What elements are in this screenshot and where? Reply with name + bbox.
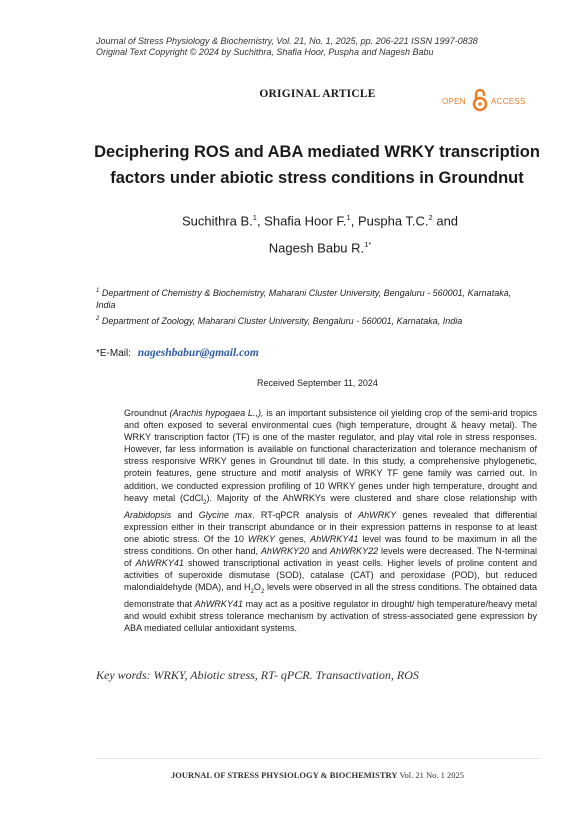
author-affiliation-mark: 1*	[364, 240, 372, 250]
footer-issue: Vol. 21 No. 1 2025	[397, 770, 464, 780]
affiliation-2	[96, 314, 516, 328]
abstract-text: O	[253, 582, 261, 593]
author-list: Suchithra B.$^1$, Shafia Hoor F.$^1$, Puspha T.C.$^2$ and Nagesh Babu R.$^{1*}$	[181, 213, 459, 256]
abstract-text: and	[309, 545, 330, 556]
author-name: Shafia Hoor F.	[264, 213, 347, 229]
gene-name: AhWRKY22	[329, 545, 379, 556]
abstract-paragraph	[124, 407, 537, 634]
abstract-text: levels were observed in all the stress conditions. The obtained data demonstrate that	[124, 582, 537, 609]
author-affiliation-mark: 2	[428, 213, 433, 222]
author-affiliation-mark: 1	[252, 213, 257, 222]
journal-citation-line: Journal of Stress Physiology & Biochemistry, Vol. 21, No. 1, 2025, pp. 206-221 ISSN 1997-0838	[96, 36, 478, 46]
received-date: Received September 11, 2024	[257, 378, 378, 388]
abstract-text: Groundnut	[124, 408, 170, 418]
author-name: Puspha T.C.	[357, 213, 429, 229]
open-access-right-text: ACCESS	[491, 97, 526, 106]
corresponding-email	[96, 347, 259, 359]
affiliation-mark: 2	[96, 316, 100, 322]
open-access-lock-icon	[472, 88, 488, 112]
abstract-text: is an important subsistence oil yielding crop of the semi-arid tropics and often exposed to several environmental cues (high temperature, drought & heavy metal). The WRKY transcription factor (TF) is one of the master regulator, and play vital role in stress responses. However, far less information is available on functional characterization and tolerance mechanism of stress responsive WRKY genes in Groundnut till date. In this study, a comprehensive phylogenetic, protein features, gene structure and motif analysis of WRKY TF gene family was carried out. In addition, we conducted expression profiling of 10 WRKY genes under high temperature, drought and heavy metal (CdCl	[124, 408, 538, 503]
species-name: (Arachis hypogaea L.,),	[169, 408, 264, 418]
email-link[interactable]: nageshbabur@gmail.com	[137, 347, 259, 359]
subscript: 2	[250, 588, 254, 595]
abstract-text: level was found to be maximum in all the stress conditions. On other hand,	[124, 533, 537, 556]
open-access-logo	[440, 88, 532, 114]
gene-name: WRKY	[247, 533, 276, 544]
article-type-heading: ORIGINAL ARTICLE	[259, 88, 376, 100]
abstract-text: and	[171, 509, 199, 520]
page-footer	[0, 770, 580, 780]
subscript: 2	[203, 499, 207, 506]
gene-name: AhWRKY20	[260, 545, 310, 556]
abstract-text: . RT-qPCR analysis of	[252, 509, 359, 520]
abstract-text: genes,	[275, 533, 311, 544]
species-name: Glycine max	[198, 509, 253, 520]
affiliation-text: Department of Zoology, Maharani Cluster University, Bengaluru - 560001, Karnataka, India	[101, 316, 463, 326]
abstract-text: may act as a positive regulator in drought/ high temperature/heavy metal and would exhibit stress tolerance mechanism by activation of stress-associated gene expression by ABA mediated cellular antioxidant systems.	[124, 599, 537, 634]
footer-divider	[96, 758, 542, 759]
affiliation-mark: 1	[96, 288, 100, 294]
affiliation-text: Department of Chemistry & Biochemistry, Maharani Cluster University, Bengaluru - 560001, Karnataka, India	[96, 288, 512, 310]
keywords-line: Key words: WRKY, Abiotic stress, RT- qPCR. Transactivation, ROS	[96, 668, 419, 682]
open-access-left-text: OPEN	[442, 97, 466, 106]
footer-journal-name: JOURNAL OF STRESS PHYSIOLOGY & BIOCHEMISTRY	[170, 770, 398, 780]
abstract-text: showed transcriptional activation in yeast cells. Higher levels of proline content and activities of superoxide dismutase (SOD), catalase (CAT) and peroxidase (POD), but reduced malondialdehyde (MDA), and H	[124, 557, 537, 593]
author-affiliation-mark: 1	[346, 213, 351, 222]
abstract-text: genes revealed that differential expression either in their transcript abundance or in their expression patterns in response to at least one abiotic stress. Of the 10	[124, 509, 538, 544]
gene-name: AhWRKY	[358, 509, 397, 520]
gene-name: AhWRKY41	[135, 557, 184, 568]
gene-name: AhWRKY41	[310, 533, 359, 544]
copyright-line: Original Text Copyright © 2024 by Suchithra, Shafia Hoor, Puspha and Nagesh Babu	[96, 47, 434, 57]
author-conjunction: and	[436, 213, 459, 229]
affiliation-1	[96, 286, 516, 311]
abstract-text: levels were decreased. The N-terminal of	[124, 545, 538, 568]
email-label: *E-Mail:	[96, 348, 132, 359]
abstract-text: ). Majority of the AhWRKYs were clustered and share close relationship with	[206, 492, 537, 503]
paper-title: Deciphering ROS and ABA mediated WRKY transcription factors under abiotic stress conditions in Groundnut	[94, 143, 540, 187]
species-name: Arabidopsis	[124, 509, 172, 520]
author-name: Nagesh Babu R.	[268, 240, 365, 256]
subscript: 2	[260, 588, 265, 595]
author-name: Suchithra B.	[181, 213, 253, 229]
gene-name: AhWRKY41	[194, 599, 243, 609]
